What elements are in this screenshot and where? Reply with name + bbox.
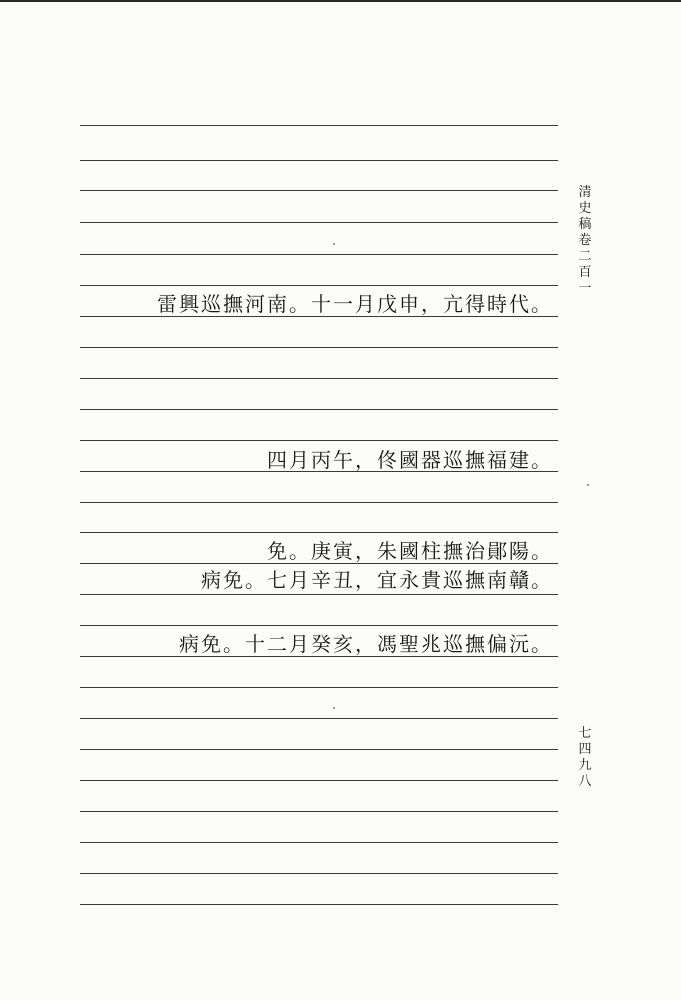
table-rule xyxy=(80,190,558,191)
table-rule xyxy=(80,749,558,750)
table-row: 病免。七月辛丑，宜永貴巡撫南贛。 xyxy=(201,568,553,592)
ink-speck xyxy=(333,707,335,709)
table-rule xyxy=(80,222,558,223)
table-rule xyxy=(80,440,558,441)
table-row: 四月丙午，佟國器巡撫福建。 xyxy=(267,448,553,472)
table-rule xyxy=(80,687,558,688)
book-title: 清史稿卷二百一 xyxy=(578,185,592,296)
table-rule xyxy=(80,285,558,286)
table-rule xyxy=(80,502,558,503)
table-row: 病免。十二月癸亥，馮聖兆巡撫偏沅。 xyxy=(179,632,553,656)
table-rule xyxy=(80,780,558,781)
table-rule xyxy=(80,125,558,126)
table-rule xyxy=(80,594,558,595)
page-number: 七四九八 xyxy=(578,726,592,789)
table-rule xyxy=(80,718,558,719)
table-row: 雷興巡撫河南。十一月戊申，亢得時代。 xyxy=(157,292,553,316)
ink-speck xyxy=(333,243,335,245)
table-rule xyxy=(80,347,558,348)
table-row: 免。庚寅，朱國柱撫治鄖陽。 xyxy=(267,539,553,563)
table-rule xyxy=(80,873,558,874)
table-rule xyxy=(80,160,558,161)
table-rule xyxy=(80,904,558,905)
table-rule xyxy=(80,811,558,812)
table-rule xyxy=(80,842,558,843)
table-rule xyxy=(80,254,558,255)
table-rule xyxy=(80,625,558,626)
table-rule xyxy=(80,532,558,533)
table-rule xyxy=(80,409,558,410)
ink-speck xyxy=(587,484,589,486)
table-rule xyxy=(80,378,558,379)
